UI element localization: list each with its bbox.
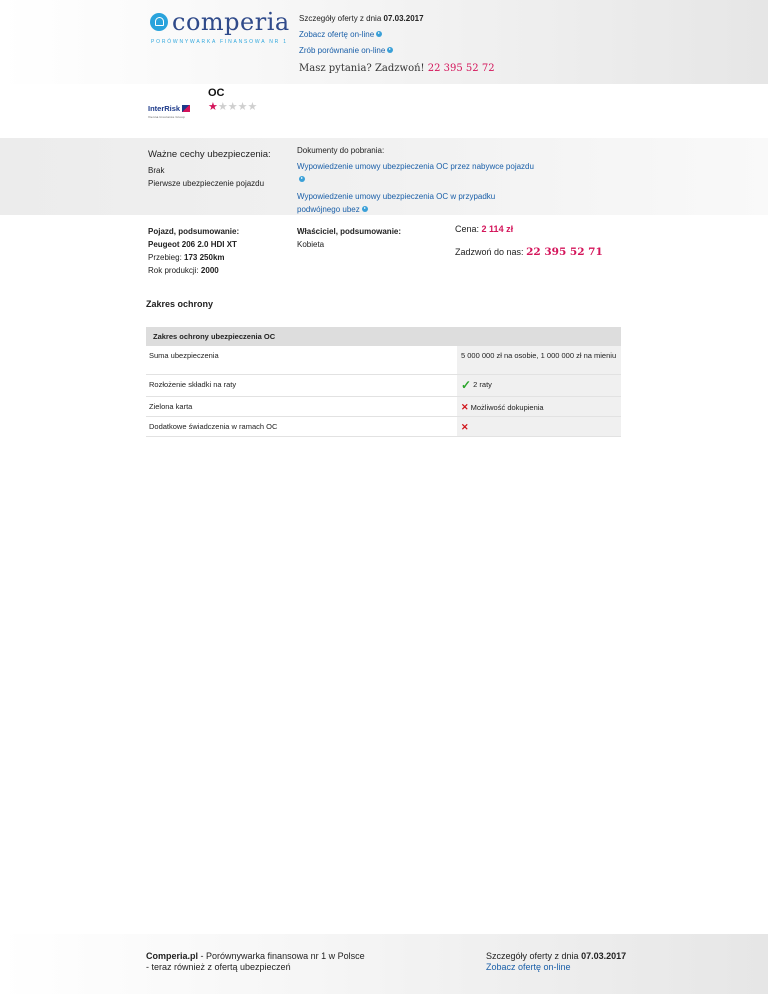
check-icon: ✓ <box>461 377 472 392</box>
row-value-cell <box>457 396 621 416</box>
comperia-logo[interactable] <box>150 10 290 45</box>
cross-icon: ✕ <box>461 421 469 432</box>
price-label: Cena: <box>455 224 480 234</box>
call-us <box>455 246 603 258</box>
insurer-name: InterRisk <box>148 104 181 113</box>
row-value-cell <box>457 374 621 396</box>
page-footer <box>0 934 768 994</box>
cross-icon: ✕ <box>461 401 469 412</box>
footer-see-offer-link[interactable]: Zobacz ofertę on-line <box>486 962 571 972</box>
footer-offer-info <box>486 951 626 973</box>
footer-brand: Comperia.pl <box>146 951 199 961</box>
table-row <box>146 396 621 416</box>
insurer-logo <box>148 104 198 119</box>
vehicle-summary <box>148 227 239 279</box>
owner-gender: Kobieta <box>297 240 325 249</box>
table-row <box>146 416 621 436</box>
star-filled-icon: ★ <box>208 101 218 113</box>
price-value: 2 114 zł <box>481 224 514 234</box>
footer-line2: - teraz również z ofertą ubezpieczeń <box>146 962 291 972</box>
interrisk-flag-icon <box>182 105 190 112</box>
offer-date: 07.03.2017 <box>383 14 424 23</box>
price <box>455 224 513 234</box>
footer-line1: - Porównywarka finansowa nr 1 w Polsce <box>200 951 365 961</box>
feature-item: Pierwsze ubezpieczenie pojazdu <box>148 179 265 188</box>
table-row <box>146 346 621 374</box>
star-empty-icon: ★ <box>247 101 258 113</box>
mileage-label: Przebieg: <box>148 253 182 262</box>
row-value: 2 raty <box>473 379 492 389</box>
call-phone[interactable]: 22 395 52 71 <box>526 246 603 258</box>
footer-offer-date: 07.03.2017 <box>581 951 627 961</box>
row-value: 5 000 000 zł na osobie, 1 000 000 zł na mieniu <box>457 346 621 374</box>
row-value-cell <box>457 416 621 436</box>
product-title: OC <box>208 87 225 99</box>
coverage-section-title: Zakres ochrony <box>146 299 214 309</box>
coverage-table <box>146 327 621 437</box>
vehicle-model: Peugeot 206 2.0 HDI XT <box>148 240 237 249</box>
row-label: Rozłożenie składki na raty <box>146 374 457 396</box>
year-value: 2000 <box>200 266 219 275</box>
footer-brand-info <box>146 951 365 973</box>
feature-item: Brak <box>148 166 165 175</box>
question-text: Masz pytania? Zadzwoń! <box>299 63 425 74</box>
coverage-table-header: Zakres ochrony ubezpieczenia OC <box>146 327 621 346</box>
insurer-subtitle: Vienna Insurance Group <box>148 115 185 119</box>
offer-date-label: Szczegóły oferty z dnia <box>299 14 382 23</box>
documents-title: Dokumenty do pobrania: <box>297 146 385 155</box>
star-empty-icon: ★ <box>227 101 238 113</box>
rating-stars <box>208 100 257 113</box>
logo-text: comperia <box>172 8 290 36</box>
contact-question <box>299 63 495 74</box>
features-band <box>0 138 768 215</box>
features-title: Ważne cechy ubezpieczenia: <box>148 149 271 160</box>
document-link[interactable]: Wypowiedzenie umowy ubezpieczenia OC w przypadku podwójnego ubez <box>297 192 496 214</box>
document-link[interactable]: Wypowiedzenie umowy ubezpieczenia OC przez nabywce pojazdu <box>297 162 534 171</box>
row-value: Możliwość dokupienia <box>470 402 544 412</box>
row-label: Suma ubezpieczenia <box>146 346 457 374</box>
vehicle-summary-title: Pojazd, podsumowanie: <box>148 227 240 236</box>
offer-date-line <box>299 14 495 30</box>
compare-link[interactable]: Zrób porównanie on-line <box>299 46 386 55</box>
see-offer-link[interactable]: Zobacz ofertę on-line <box>299 30 375 39</box>
header-phone[interactable]: 22 395 52 72 <box>427 63 495 74</box>
comperia-logo-icon <box>150 13 168 31</box>
mileage-value: 173 250km <box>184 253 225 262</box>
logo-tagline: PORÓWNYWARKA FINANSOWA NR 1 <box>151 39 288 45</box>
arrow-right-icon <box>299 176 305 182</box>
footer-offer-date-label: Szczegóły oferty z dnia <box>486 951 579 961</box>
owner-summary <box>297 227 401 253</box>
owner-summary-title: Właściciel, podsumowanie: <box>297 227 402 236</box>
arrow-right-icon <box>387 47 393 53</box>
table-row <box>146 374 621 396</box>
year-label: Rok produkcji: <box>148 266 199 275</box>
arrow-right-icon <box>376 31 382 37</box>
header-info <box>299 14 495 74</box>
page-header <box>0 0 768 84</box>
call-label: Zadzwoń do nas: <box>455 247 524 257</box>
star-empty-icon: ★ <box>217 101 228 113</box>
row-label: Zielona karta <box>146 396 457 416</box>
arrow-right-icon <box>362 206 368 212</box>
documents-download <box>297 146 537 216</box>
important-features <box>148 149 271 192</box>
star-empty-icon: ★ <box>237 101 248 113</box>
row-label: Dodatkowe świadczenia w ramach OC <box>146 416 457 436</box>
